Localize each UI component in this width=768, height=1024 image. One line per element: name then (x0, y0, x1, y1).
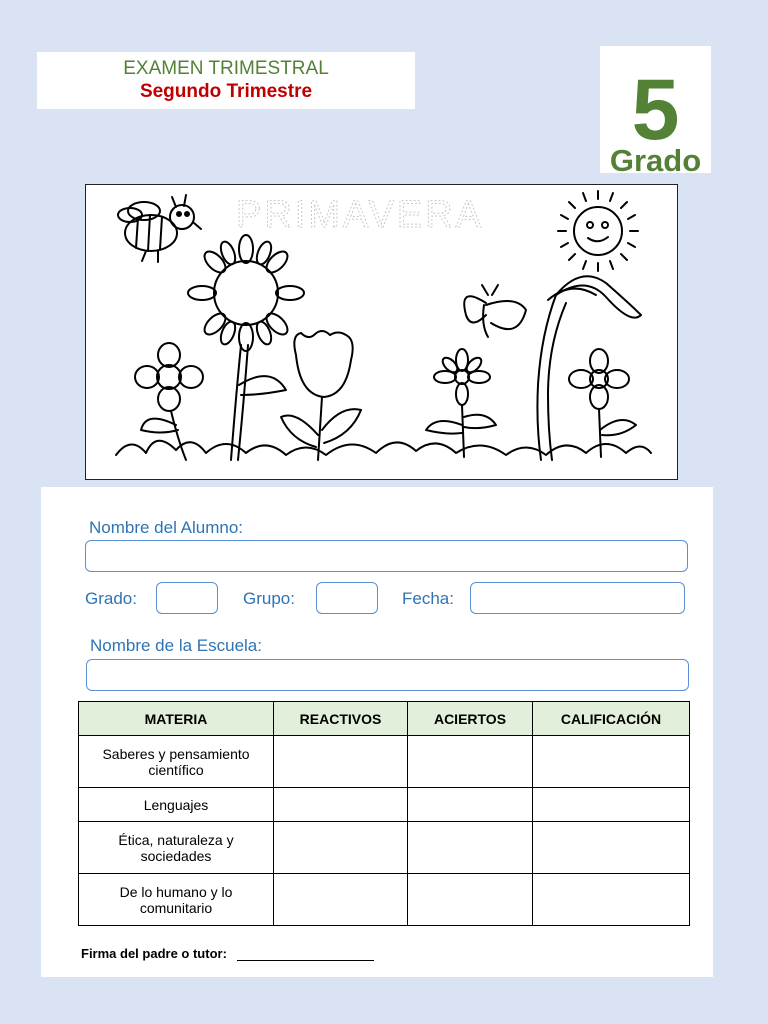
calificacion-cell[interactable] (533, 874, 690, 926)
reactivos-cell[interactable] (274, 822, 408, 874)
student-name-label: Nombre del Alumno: (89, 518, 244, 537)
student-info-panel (41, 487, 713, 977)
signature-label: Firma del padre o tutor: (81, 946, 227, 961)
reactivos-cell[interactable] (274, 874, 408, 926)
calificacion-cell[interactable] (533, 736, 690, 788)
signature-line[interactable] (237, 960, 374, 961)
reactivos-cell[interactable] (274, 788, 408, 822)
group-field[interactable] (316, 582, 378, 614)
table-row (79, 874, 690, 926)
date-field-label: Fecha: (402, 589, 454, 608)
date-field[interactable] (470, 582, 685, 614)
table-header-row (79, 702, 690, 736)
grade-field-label: Grado: (85, 589, 137, 608)
spring-coloring-illustration (85, 184, 678, 480)
tulip-drawing (281, 331, 361, 460)
grade-field[interactable] (156, 582, 218, 614)
table-row (79, 736, 690, 788)
grass-line (116, 441, 651, 455)
calificacion-cell[interactable] (533, 788, 690, 822)
subject-cell: Lenguajes (79, 788, 274, 822)
subject-cell: Saberes y pensamiento científico (79, 736, 274, 788)
school-name-field[interactable] (86, 659, 689, 691)
reactivos-cell[interactable] (274, 736, 408, 788)
grade-label: Grado (609, 143, 702, 178)
student-name-field[interactable] (85, 540, 688, 572)
aciertos-cell[interactable] (408, 874, 533, 926)
grade-number: 5 (631, 62, 680, 158)
bee-drawing (118, 195, 201, 262)
aciertos-cell[interactable] (408, 736, 533, 788)
table-row (79, 822, 690, 874)
header-calificacion: CALIFICACIÓN (533, 702, 690, 736)
sun-drawing (558, 191, 638, 271)
grade-badge (600, 46, 711, 178)
header-aciertos: ACIERTOS (408, 702, 533, 736)
school-name-label: Nombre de la Escuela: (90, 636, 262, 655)
right-daisy-drawing (569, 349, 636, 457)
header-materia: MATERIA (79, 702, 274, 736)
group-field-label: Grupo: (243, 589, 295, 608)
exam-title-box (37, 52, 415, 109)
aciertos-cell[interactable] (408, 788, 533, 822)
subject-cell: Ética, naturaleza y sociedades (79, 822, 274, 874)
exam-subtitle: Segundo Trimestre (139, 81, 313, 102)
header-reactivos: REACTIVOS (274, 702, 408, 736)
aciertos-cell[interactable] (408, 822, 533, 874)
banner-title: PRIMAVERA (236, 194, 485, 236)
table-row (79, 788, 690, 822)
grades-table (78, 701, 690, 926)
butterfly-drawing (464, 285, 526, 337)
calificacion-cell[interactable] (533, 822, 690, 874)
exam-title: EXAMEN TRIMESTRAL (123, 58, 329, 79)
subject-cell: De lo humano y lo comunitario (79, 874, 274, 926)
middle-flower-drawing (426, 349, 496, 457)
